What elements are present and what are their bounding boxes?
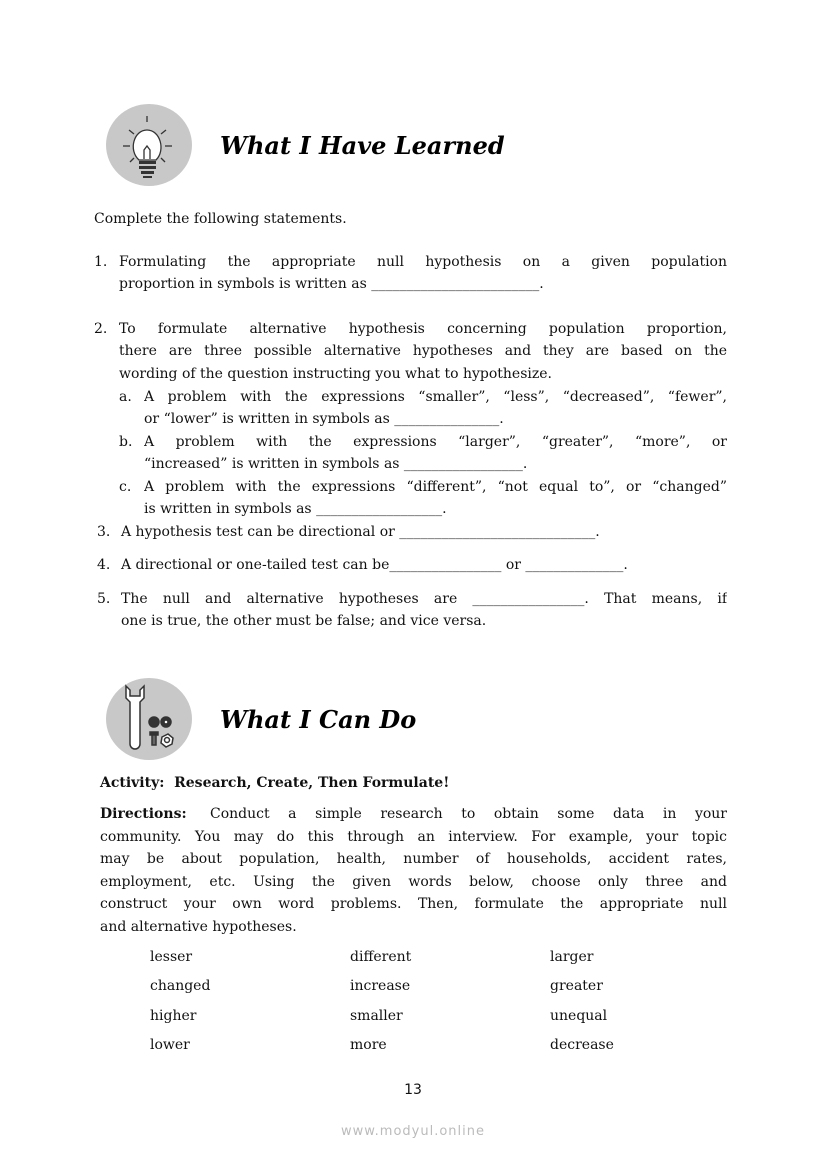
item-text-line: A problem with the expressions “larger”, “greater”, “more”, or (144, 434, 727, 450)
directions-line: Conduct a simple research to obtain some data in your (210, 806, 727, 822)
item-text-line: A problem with the expressions “different”, “not equal to”, or “changed” (144, 479, 727, 495)
directions-label: Directions: (100, 806, 187, 822)
watermark: www.modyul.online (340, 1124, 486, 1139)
item-number: c. (119, 479, 132, 495)
directions-line: community. You may do this through an interview. For example, your topic (100, 828, 727, 845)
word-option: larger (550, 949, 594, 965)
lightbulb-icon (106, 104, 192, 186)
item-number: 4. (97, 557, 111, 573)
item-text-line: To formulate alternative hypothesis concerning population proportion, (119, 321, 727, 337)
item-number: b. (119, 434, 133, 450)
word-option: greater (550, 978, 603, 994)
item-number: 5. (97, 591, 111, 607)
word-option: decrease (550, 1037, 614, 1053)
word-option: lesser (150, 949, 193, 965)
item-number: 1. (94, 254, 108, 270)
item-text-line: A problem with the expressions “smaller”, “less”, “decreased”, “fewer”, (144, 389, 727, 405)
item-text-line: wording of the question instructing you what to hypothesize. (119, 366, 552, 382)
item-text-line: “increased” is written in symbols as _________________. (144, 456, 528, 472)
item-number: 2. (94, 321, 108, 337)
word-option: higher (150, 1008, 197, 1024)
word-option: smaller (350, 1008, 403, 1024)
directions-line: construct your own word problems. Then, formulate the appropriate null (100, 896, 727, 912)
item-text-line: or “lower” is written in symbols as _______________. (144, 411, 504, 427)
word-option: lower (150, 1037, 190, 1053)
item-text-line: A hypothesis test can be directional or ____________________________. (121, 524, 600, 540)
wrench-tools-icon (106, 678, 192, 760)
word-option: more (350, 1037, 387, 1053)
item-text-line: is written in symbols as __________________. (144, 501, 447, 517)
word-option: different (350, 949, 412, 965)
item-number: 3. (97, 524, 111, 540)
item-text-line: The null and alternative hypotheses are ________________. That means, if (121, 591, 727, 607)
item-text-line: A directional or one-tailed test can be________________ or ______________. (121, 557, 628, 573)
page-number: 13 (404, 1082, 422, 1098)
activity-title: Activity: Research, Create, Then Formulate! (100, 775, 450, 791)
word-option: unequal (550, 1008, 608, 1024)
word-option: increase (350, 978, 411, 994)
directions-line: employment, etc. Using the given words below, choose only three and (100, 873, 727, 890)
item-text-line: one is true, the other must be false; and vice versa. (121, 613, 487, 629)
directions-line: may be about population, health, number of households, accident rates, (100, 851, 727, 867)
section-title-can-do: What I Can Do (220, 705, 417, 734)
word-option: changed (150, 978, 211, 994)
item-text-line: Formulating the appropriate null hypothesis on a given population (119, 254, 727, 270)
instructions: Complete the following statements. (94, 211, 347, 227)
item-number: a. (119, 389, 132, 405)
item-text-line: there are three possible alternative hypotheses and they are based on the (119, 343, 727, 359)
directions-line: and alternative hypotheses. (100, 918, 297, 935)
item-text-line: proportion in symbols is written as ________________________. (119, 276, 544, 292)
section-title-learned: What I Have Learned (220, 131, 505, 160)
